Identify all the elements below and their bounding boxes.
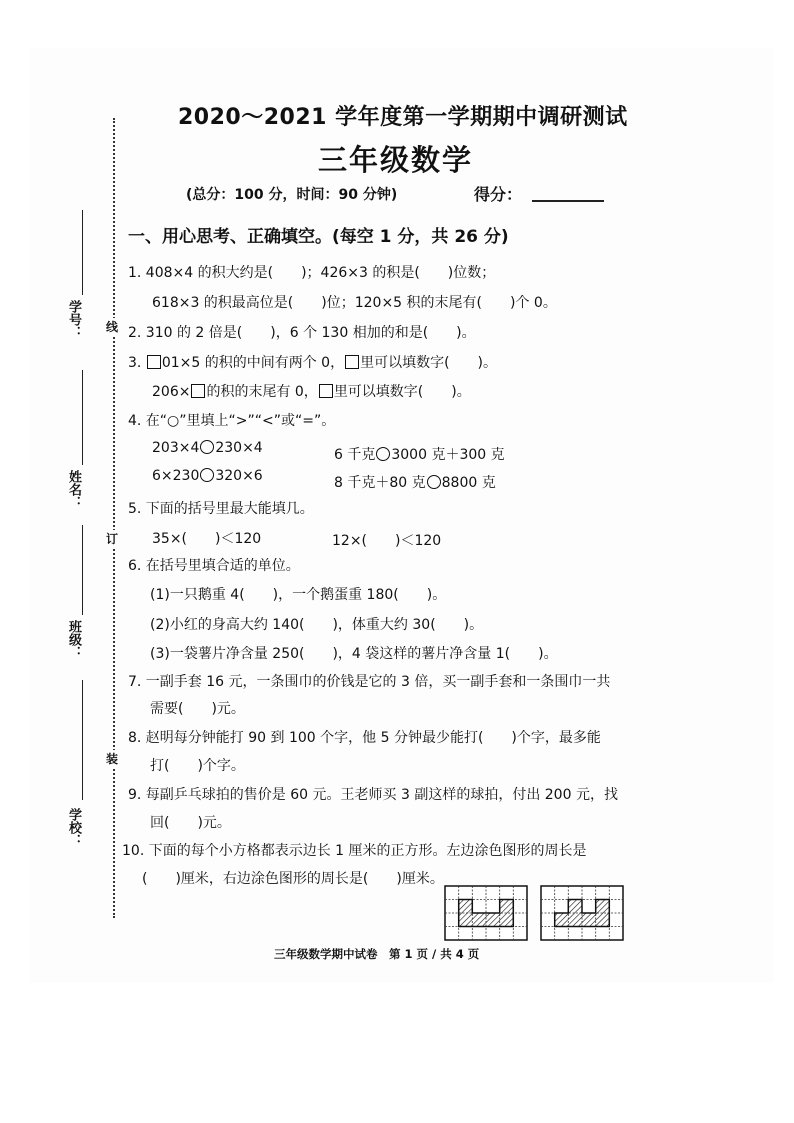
question-7-line-1: 7. 一副手套 16 元，一条围巾的价钱是它的 3 倍，买一副手套和一条围巾一共 bbox=[128, 674, 611, 690]
cut-mark-xian: 线 bbox=[106, 320, 119, 334]
question-7-line-2: 需要( )元。 bbox=[150, 701, 245, 717]
question-10-line-1: 10. 下面的每个小方格都表示边长 1 厘米的正方形。左边涂色图形的周长是 bbox=[122, 843, 587, 859]
class-line[interactable] bbox=[82, 525, 83, 615]
compare-right: 320×6 bbox=[215, 468, 263, 484]
q3-line1-text: 01×5 的积的中间有两个 0， bbox=[161, 355, 345, 371]
compare-circle-icon[interactable] bbox=[200, 468, 214, 482]
question-5-title: 5. 下面的括号里最大能填几。 bbox=[128, 501, 314, 517]
score-blank[interactable] bbox=[532, 200, 604, 202]
square-blank-icon bbox=[191, 384, 205, 398]
section-1-title: 一、用心思考、正确填空。(每空 1 分，共 26 分) bbox=[128, 227, 509, 247]
square-blank-icon bbox=[345, 355, 359, 369]
compare-right: 3000 克＋300 克 bbox=[391, 447, 505, 463]
square-blank-icon bbox=[319, 384, 333, 398]
right-grid-figure bbox=[540, 885, 624, 941]
q3-line2-text: 的积的末尾有 0， bbox=[206, 384, 318, 400]
school-line[interactable] bbox=[82, 680, 83, 800]
question-3-line-1 bbox=[128, 352, 497, 372]
question-6-3: (3)一袋薯片净含量 250( )，4 袋这样的薯片净含量 1( )。 bbox=[150, 646, 558, 662]
question-3-line-2 bbox=[152, 381, 471, 401]
compare-circle-icon[interactable] bbox=[376, 447, 390, 461]
q3-line2-start: 206× bbox=[152, 384, 191, 400]
question-6-2: (2)小红的身高大约 140( )，体重大约 30( )。 bbox=[150, 617, 484, 633]
question-5-a: 35×( )＜120 bbox=[152, 531, 262, 547]
page-footer: 三年级数学期中试卷 第 1 页 / 共 4 页 bbox=[274, 947, 480, 961]
compare-left: 6 千克 bbox=[334, 447, 376, 463]
compare-left: 6×230 bbox=[152, 468, 200, 484]
exam-info: (总分：100 分，时间：90 分钟) bbox=[186, 187, 398, 203]
question-9-line-2: 回( )元。 bbox=[150, 815, 231, 831]
left-grid-figure bbox=[444, 885, 528, 941]
question-1-line-2: 618×3 的积最高位是( )位；120×5 积的末尾有( )个 0。 bbox=[152, 295, 557, 311]
compare-circle-icon[interactable] bbox=[427, 475, 441, 489]
name-line[interactable] bbox=[82, 370, 83, 465]
compare-item-4 bbox=[334, 472, 496, 492]
question-8-line-1: 8. 赵明每分钟能打 90 到 100 个字，他 5 分钟最少能打( )个字，最多能 bbox=[128, 730, 601, 746]
compare-circle-icon[interactable] bbox=[200, 440, 214, 454]
question-8-line-2: 打( )个字。 bbox=[150, 758, 245, 774]
exam-title: 2020～2021 学年度第一学期期中调研测试 bbox=[178, 105, 628, 130]
question-9-line-1: 9. 每副乒乓球拍的售价是 60 元。王老师买 3 副这样的球拍，付出 200 元，找 bbox=[128, 787, 618, 803]
question-6-title: 6. 在括号里填合适的单位。 bbox=[128, 558, 300, 574]
score-label: 得分： bbox=[474, 185, 523, 204]
class-label: 班级： bbox=[66, 620, 81, 659]
student-id-line[interactable] bbox=[82, 210, 83, 295]
q3-line2-answer: 里可以填数字( )。 bbox=[333, 384, 471, 400]
compare-right: 230×4 bbox=[215, 440, 263, 456]
exam-subtitle: 三年级数学 bbox=[318, 143, 474, 177]
cut-mark-ding: 订 bbox=[106, 532, 119, 546]
question-5-b: 12×( )＜120 bbox=[332, 533, 442, 549]
binding-dotted-line bbox=[113, 118, 115, 918]
compare-item-1 bbox=[152, 440, 263, 456]
cut-mark-zhuang: 装 bbox=[106, 752, 119, 766]
school-label: 学校： bbox=[66, 808, 81, 847]
student-id-label: 学号： bbox=[66, 300, 81, 339]
compare-right: 8800 克 bbox=[441, 475, 496, 491]
question-2: 2. 310 的 2 倍是( )，6 个 130 相加的和是( )。 bbox=[128, 325, 476, 341]
square-blank-icon bbox=[147, 355, 161, 369]
question-1-line-1: 1. 408×4 的积大约是( )；426×3 的积是( )位数； bbox=[128, 265, 496, 281]
compare-left: 203×4 bbox=[152, 440, 200, 456]
name-label: 姓名： bbox=[66, 470, 81, 509]
q3-line1-answer: 里可以填数字( )。 bbox=[360, 355, 498, 371]
question-10-line-2: ( )厘米，右边涂色图形的周长是( )厘米。 bbox=[142, 871, 444, 887]
compare-item-3 bbox=[152, 468, 263, 484]
compare-item-2 bbox=[334, 444, 505, 464]
question-4-title: 4. 在“○”里填上“>”“<”或“=”。 bbox=[128, 413, 336, 429]
compare-left: 8 千克＋80 克 bbox=[334, 475, 426, 491]
question-6-1: (1)一只鹅重 4( )，一个鹅蛋重 180( )。 bbox=[150, 587, 447, 603]
q3-number: 3. bbox=[128, 355, 146, 371]
